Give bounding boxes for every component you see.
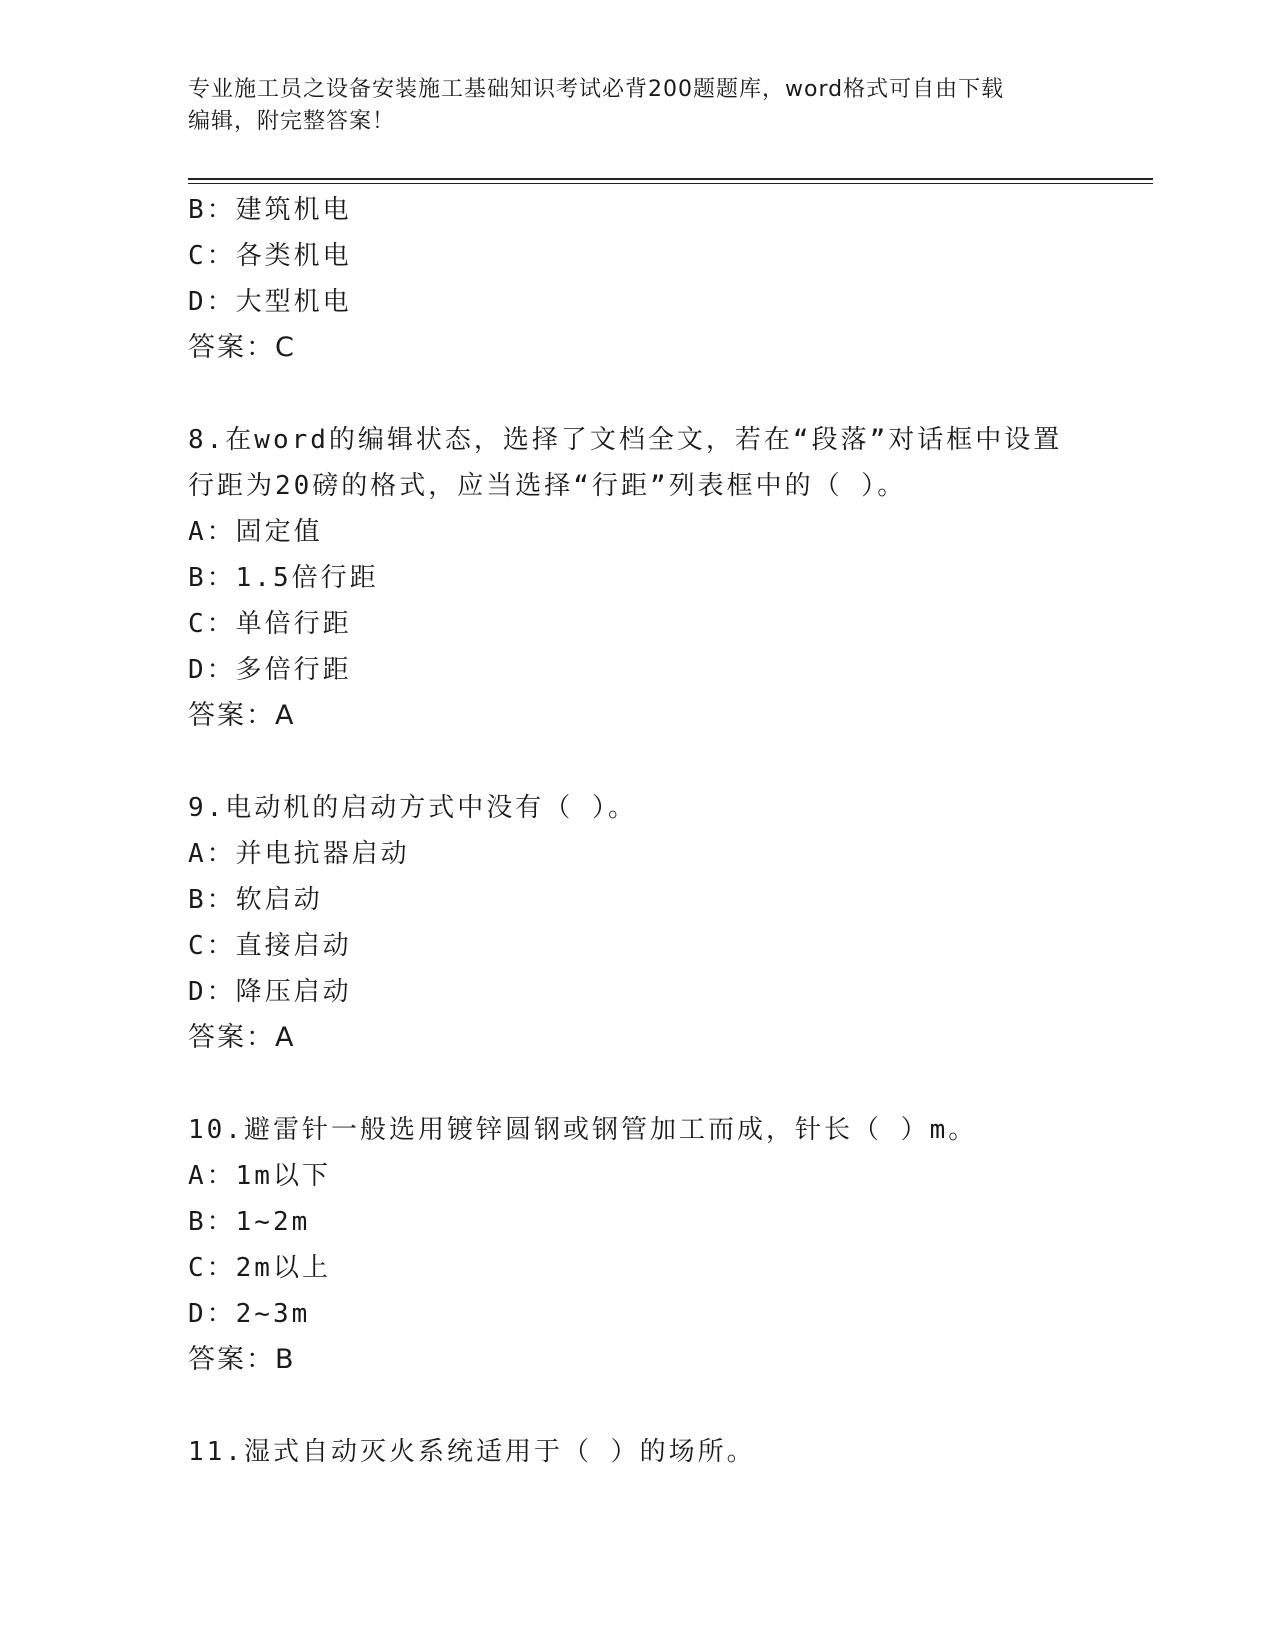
header-divider-thick	[188, 178, 1153, 180]
option-d: D：2~3m	[188, 1299, 311, 1329]
question-stem: 8.在word的编辑状态，选择了文档全文，若在“段落”对话框中设置	[188, 425, 1063, 455]
question-9	[188, 785, 1088, 1061]
option-b: B：1.5倍行距	[188, 563, 379, 593]
option-c: C：直接启动	[188, 931, 352, 961]
answer-line: 答案：C	[188, 332, 296, 363]
option-d: D：多倍行距	[188, 655, 352, 685]
answer-line: 答案：B	[188, 1344, 296, 1375]
header-title-line-2: 编辑，附完整答案！	[188, 109, 396, 134]
document-body	[188, 187, 1088, 1475]
header-divider-thin	[188, 183, 1153, 184]
page-header	[188, 74, 1088, 138]
option-a: A：并电抗器启动	[188, 839, 410, 869]
option-a: A：1m以下	[188, 1161, 331, 1191]
question-8	[188, 417, 1088, 739]
question-11	[188, 1429, 1088, 1475]
option-d: D：大型机电	[188, 287, 352, 317]
option-b: B：软启动	[188, 885, 323, 915]
option-c: C：2m以上	[188, 1253, 331, 1283]
question-stem: 11.湿式自动灭火系统适用于（ ）的场所。	[188, 1437, 756, 1467]
question-stem-continued: 行距为20磅的格式，应当选择“行距”列表框中的（ ）。	[188, 471, 907, 501]
option-c: C：各类机电	[188, 241, 352, 271]
question-stem: 10.避雷针一般选用镀锌圆钢或钢管加工而成，针长（ ）m。	[188, 1115, 978, 1145]
answer-line: 答案：A	[188, 1022, 296, 1053]
option-a: A：固定值	[188, 517, 323, 547]
option-c: C：单倍行距	[188, 609, 352, 639]
option-b: B：建筑机电	[188, 195, 352, 225]
question-partial	[188, 187, 1088, 371]
option-b: B：1~2m	[188, 1207, 311, 1237]
question-stem: 9.电动机的启动方式中没有（ ）。	[188, 793, 637, 823]
option-d: D：降压启动	[188, 977, 352, 1007]
question-10	[188, 1107, 1088, 1383]
answer-line: 答案：A	[188, 700, 296, 731]
header-title-line-1: 专业施工员之设备安装施工基础知识考试必背200题题库，word格式可自由下载	[188, 77, 1005, 102]
